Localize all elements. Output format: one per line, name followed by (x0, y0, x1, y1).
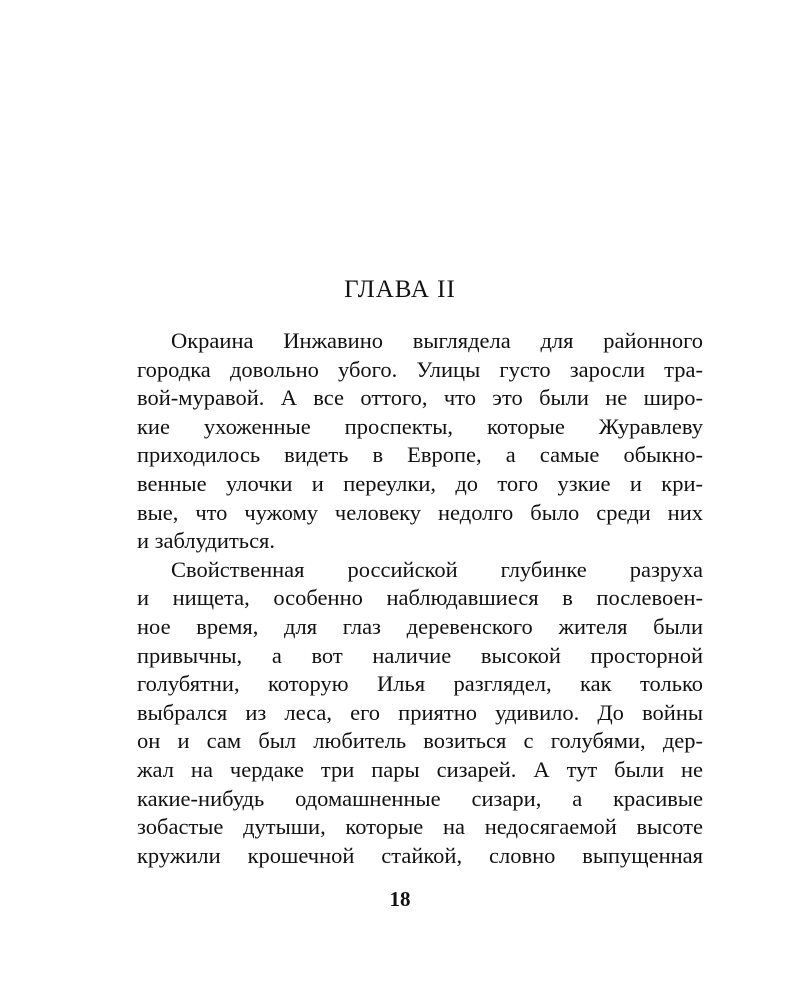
text-line: и заблудиться. (137, 528, 276, 554)
text-line: он и сам был любитель возиться с голубями, дер- (137, 728, 703, 754)
text-line: венные улочки и переулки, до того узкие и кри- (137, 470, 703, 496)
paragraph-1 (137, 327, 703, 556)
chapter-title: ГЛАВА II (344, 276, 456, 303)
text-line: выбрался из леса, его приятно удивило. До войны (137, 699, 703, 725)
text-line: какие-нибудь одомашненные сизари, а красивые (137, 785, 703, 811)
text-line: приходилось видеть в Европе, а самые обыкно- (137, 442, 703, 468)
text-line: вой-муравой. А все оттого, что это были не широ- (137, 385, 703, 411)
text-line: зобастые дутыши, которые на недосягаемой высоте (137, 814, 703, 840)
text-line: ное время, для глаз деревенского жителя были (137, 613, 703, 639)
text-line: привычны, а вот наличие высокой просторной (137, 642, 703, 668)
text-line: кружили крошечной стайкой, словно выпущенная (137, 842, 703, 868)
text-line: голубятни, которую Илья разглядел, как только (137, 671, 703, 697)
paragraph-2 (137, 556, 703, 871)
text-line: Свойственная российской глубинке разруха (171, 556, 703, 582)
text-line: Окраина Инжавино выглядела для районного (171, 328, 703, 353)
text-line: вые, что чужому человеку недолго было среди них (137, 499, 703, 525)
text-line: жал на чердаке три пары сизарей. А тут были не (137, 756, 703, 782)
text-line: кие ухоженные проспекты, которые Журавлеву (137, 413, 703, 439)
page-number: 18 (389, 887, 411, 911)
text-line: городка довольно убого. Улицы густо заросли тра- (137, 356, 703, 382)
body-text (137, 327, 703, 870)
text-line: и нищета, особенно наблюдавшиеся в послевоен- (137, 585, 703, 611)
